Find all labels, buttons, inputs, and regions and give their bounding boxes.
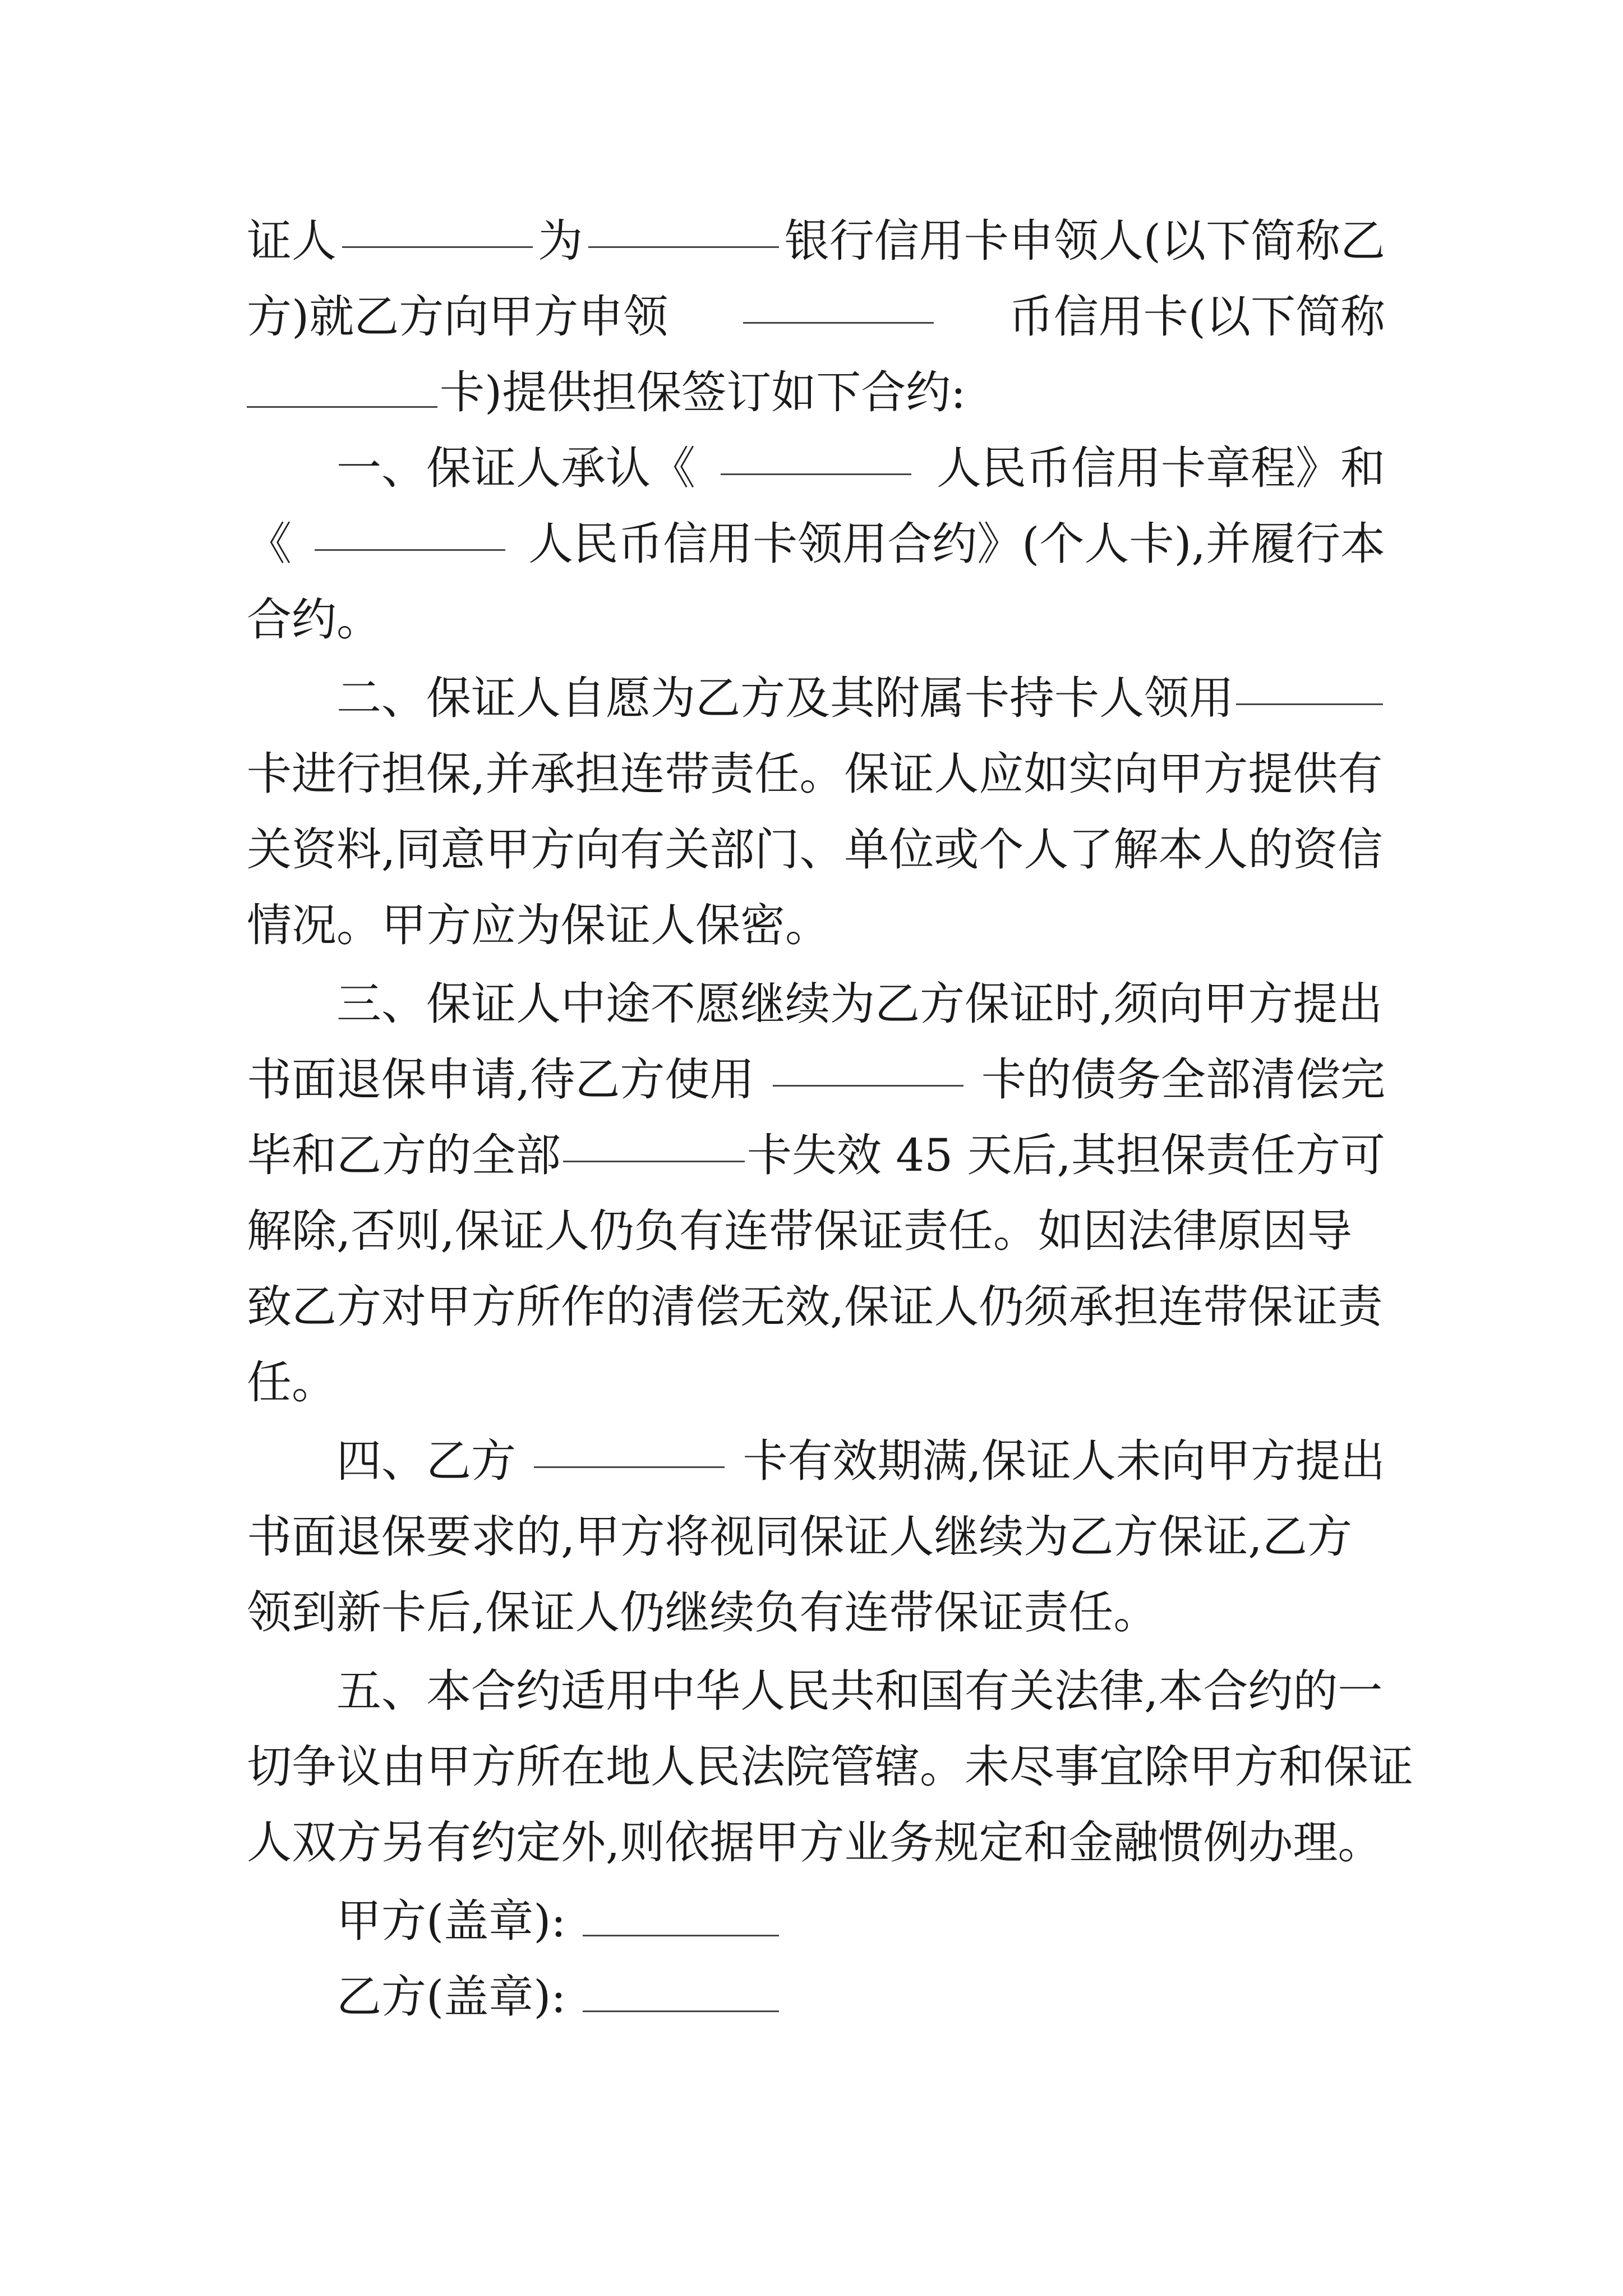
fill-blank[interactable]: [1236, 668, 1383, 705]
clause-5-line-2: [247, 1736, 1413, 1798]
clause-text: 解除,否则,保证人仍负有连带保证责任。如因法律原因导: [247, 1205, 1352, 1257]
clause-text: 卡的债务全部清偿完: [981, 1053, 1385, 1106]
clause-text: 四、乙方: [336, 1435, 516, 1487]
clause-text: 卡失效 45 天后,其担保责任方可: [746, 1129, 1385, 1181]
signature-label: 乙方(盖章):: [336, 1971, 566, 2023]
clause-text: 卡进行担保,并承担连带责任。保证人应如实向甲方提供有: [247, 748, 1383, 800]
clause-4-line-3: [247, 1582, 1385, 1644]
intro-text: 卡)提供担保签订如下合约:: [440, 366, 966, 418]
clause-3-line-4: [247, 1200, 1385, 1262]
clause-text: 《: [247, 518, 292, 570]
clause-text: 人双方另有约定外,则依据甲方业务规定和金融惯例办理。: [247, 1816, 1383, 1869]
clause-text: 人民币信用卡章程》和: [937, 442, 1385, 494]
clause-text: 书面退保要求的,甲方将视同保证人继续为乙方保证,乙方: [247, 1511, 1352, 1563]
signature-blank[interactable]: [583, 1899, 779, 1936]
clause-3-line-3: [247, 1125, 1385, 1186]
clause-5-line-1: [336, 1660, 1385, 1722]
clause-text: 切争议由甲方所在地人民法院管辖。未尽事宜除甲方和保证: [247, 1741, 1413, 1793]
clause-1-line-1: [336, 438, 1385, 499]
clause-text: 卡有效期满,保证人未向甲方提出: [743, 1435, 1385, 1487]
intro-line-1: [247, 210, 1385, 272]
clause-3-line-6: [247, 1352, 1385, 1414]
clause-4-line-2: [247, 1506, 1385, 1568]
clause-text: 任。: [247, 1356, 336, 1409]
clause-1-line-3: [247, 589, 1385, 651]
intro-line-3: [247, 362, 1385, 424]
fill-blank[interactable]: [721, 438, 911, 475]
clause-3-line-2: [247, 1049, 1385, 1111]
clause-3-line-1: [336, 973, 1385, 1035]
intro-text: 证人: [247, 215, 336, 267]
clause-text: 人民币信用卡领用合约》(个人卡),并履行本: [528, 518, 1385, 570]
clause-text: 领到新卡后,保证人仍继续负有连带保证责任。: [247, 1586, 1159, 1639]
clause-text: 致乙方对甲方所作的清偿无效,保证人仍须承担连带保证责: [247, 1281, 1383, 1333]
clause-2-line-2: [247, 743, 1385, 805]
fill-blank[interactable]: [315, 513, 505, 551]
fill-blank[interactable]: [563, 1125, 745, 1162]
clause-text: 三、保证人中途不愿继续为乙方保证时,须向甲方提出: [336, 978, 1383, 1030]
clause-text: 书面退保申请,待乙方使用: [247, 1053, 755, 1106]
fill-blank[interactable]: [588, 210, 779, 248]
intro-text: 银行信用卡申领人(以下简称乙: [784, 215, 1385, 267]
intro-text: 为: [538, 215, 583, 267]
fill-blank[interactable]: [773, 1049, 963, 1087]
fill-blank[interactable]: [534, 1430, 725, 1468]
clause-1-line-2: [247, 513, 1385, 575]
signature-party-a: [336, 1890, 1385, 1952]
clause-text: 二、保证人自愿为乙方及其附属卡持卡人领用: [336, 672, 1234, 724]
clause-text: 五、本合约适用中华人民共和国有关法律,本合约的一: [336, 1665, 1383, 1717]
fill-blank[interactable]: [743, 286, 934, 324]
fill-blank[interactable]: [342, 210, 533, 248]
clause-2-line-1: [336, 668, 1385, 729]
clause-text: 一、保证人承认《: [336, 442, 695, 494]
intro-line-2: [247, 286, 1385, 348]
clause-2-line-3: [247, 819, 1385, 881]
signature-blank[interactable]: [583, 1975, 779, 2012]
clause-text: 关资料,同意甲方向有关部门、单位或个人了解本人的资信: [247, 823, 1383, 876]
clause-text: 合约。: [247, 593, 381, 646]
clause-4-line-1: [336, 1430, 1385, 1492]
clause-3-line-5: [247, 1276, 1385, 1338]
intro-text: 方)就乙方向甲方申领: [247, 291, 668, 343]
clause-5-line-3: [247, 1812, 1385, 1874]
intro-text: 币信用卡(以下简称: [1008, 291, 1385, 343]
clause-text: 毕和乙方的全部: [247, 1129, 561, 1181]
signature-label: 甲方(盖章):: [336, 1895, 566, 1947]
clause-text: 情况。甲方应为保证人保密。: [247, 899, 830, 951]
fill-blank[interactable]: [247, 370, 437, 408]
signature-party-b: [336, 1966, 1385, 2028]
clause-2-line-4: [247, 895, 1385, 956]
